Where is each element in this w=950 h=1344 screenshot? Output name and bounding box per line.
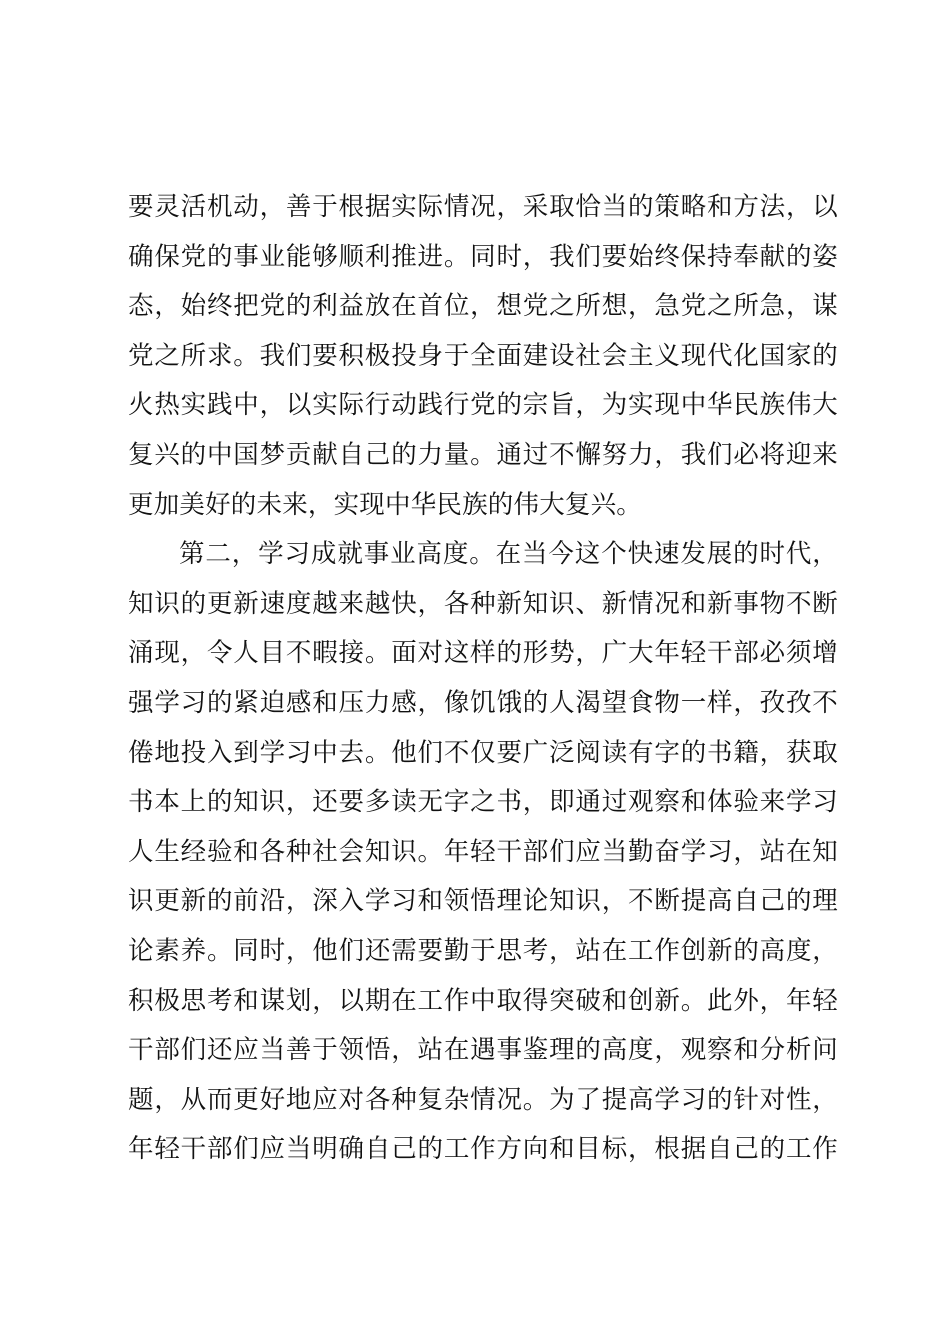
text-line: 涌现，令人目不暇接。面对这样的形势，广大年轻干部必须增: [128, 638, 838, 669]
text-line: 识更新的前沿，深入学习和领悟理论知识，不断提高自己的理: [128, 886, 838, 917]
text-line: 强学习的紧迫感和压力感，像饥饿的人渴望食物一样，孜孜不: [128, 687, 838, 718]
text-line: 确保党的事业能够顺利推进。同时，我们要始终保持奉献的姿: [128, 241, 838, 272]
text-line: 人生经验和各种社会知识。年轻干部们应当勤奋学习，站在知: [128, 836, 838, 867]
paragraph-start-line: 第二，学习成就事业高度。在当今这个快速发展的时代，: [179, 539, 838, 570]
text-line: 态，始终把党的利益放在首位，想党之所想，急党之所急，谋: [128, 291, 838, 322]
body-text: [128, 183, 838, 1175]
text-line: 复兴的中国梦贡献自己的力量。通过不懈努力，我们必将迎来: [128, 439, 838, 470]
text-line: 题，从而更好地应对各种复杂情况。为了提高学习的针对性，: [128, 1084, 838, 1115]
text-line: 论素养。同时，他们还需要勤于思考，站在工作创新的高度，: [128, 935, 838, 966]
text-line: 火热实践中，以实际行动践行党的宗旨，为实现中华民族伟大: [128, 390, 838, 421]
text-line: 党之所求。我们要积极投身于全面建设社会主义现代化国家的: [128, 340, 838, 371]
paragraph-end-line: 更加美好的未来，实现中华民族的伟大复兴。: [128, 489, 643, 520]
text-line: 积极思考和谋划，以期在工作中取得突破和创新。此外，年轻: [128, 985, 838, 1016]
text-line: 干部们还应当善于领悟，站在遇事鉴理的高度，观察和分析问: [128, 1035, 838, 1066]
text-line: 年轻干部们应当明确自己的工作方向和目标，根据自己的工作: [128, 1134, 838, 1165]
text-line: 书本上的知识，还要多读无字之书，即通过观察和体验来学习: [128, 787, 838, 818]
text-line: 知识的更新速度越来越快，各种新知识、新情况和新事物不断: [128, 588, 838, 619]
text-line: 要灵活机动，善于根据实际情况，采取恰当的策略和方法，以: [128, 192, 838, 222]
text-line: 倦地投入到学习中去。他们不仅要广泛阅读有字的书籍，获取: [128, 737, 838, 768]
